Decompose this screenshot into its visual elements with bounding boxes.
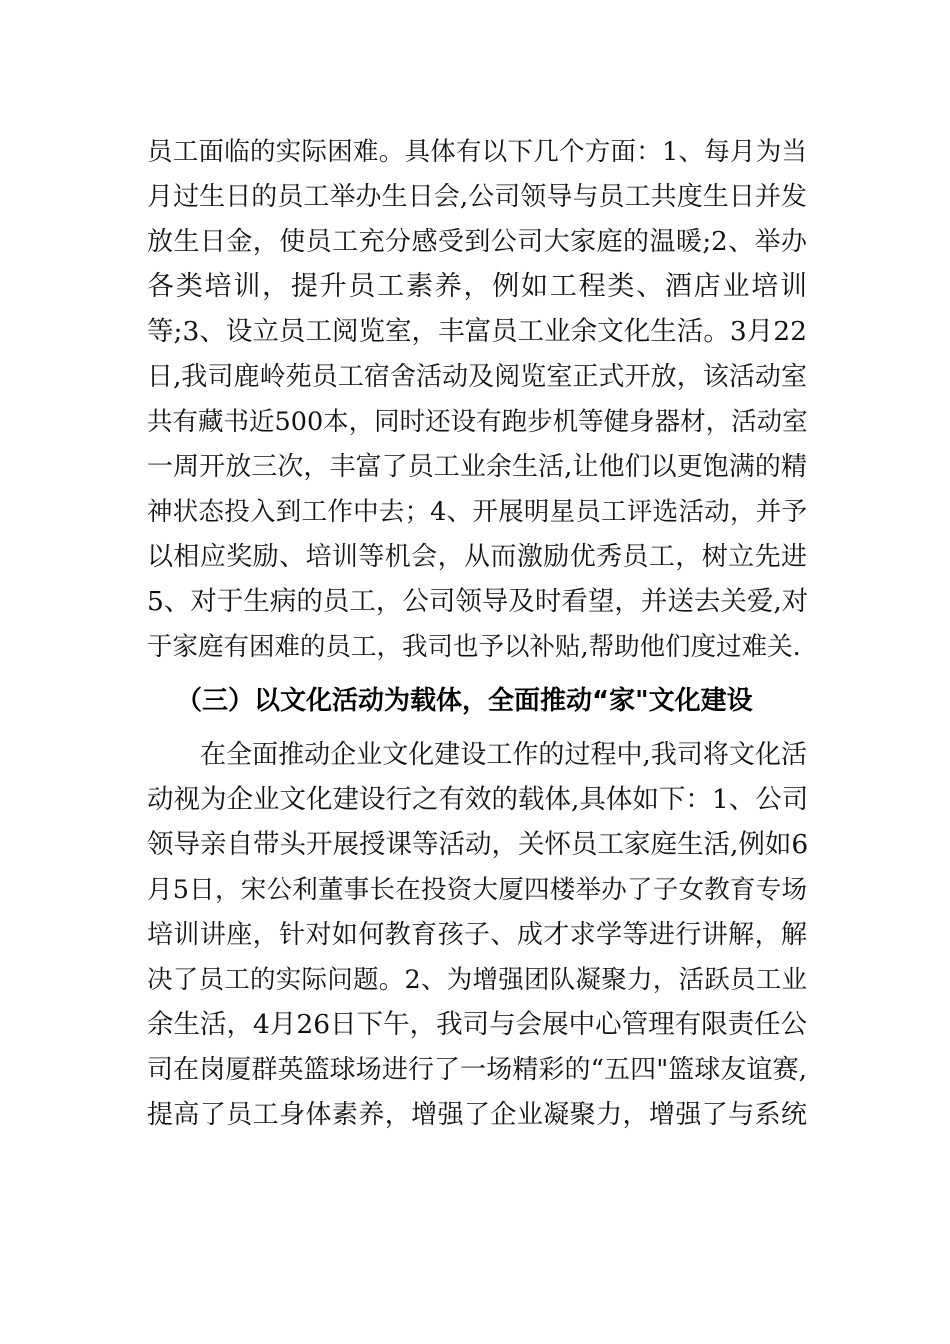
body-text-line: 月5日，宋公利董事长在投资大厦四楼举办了子女教育专场 — [147, 875, 807, 905]
body-text-line: 余生活，4月26日下午，我司与会展中心管理有限责任公 — [147, 1009, 808, 1040]
body-text-line: 以相应奖励、培训等机会，从而激励优秀员工，树立先进 — [147, 542, 807, 572]
body-text-line: 日,我司鹿岭苑员工宿舍活动及阅览室正式开放，该活动室 — [147, 362, 807, 392]
body-text-line: 在全面推动企业文化建设工作的过程中,我司将文化活 — [200, 740, 807, 770]
body-text-line: 各类培训，提升员工素养，例如工程类、酒店业培训 — [147, 271, 807, 302]
body-text-line: 领导亲自带头开展授课等活动，关怀员工家庭生活,例如6 — [147, 829, 809, 860]
body-text-line: 员工面临的实际困难。具体有以下几个方面：1、每月为当 — [147, 137, 807, 167]
section-heading: （三）以文化活动为载体，全面推动“家"文化建设 — [176, 686, 753, 716]
body-text-line: 一周开放三次，丰富了员工业余生活,让他们以更饱满的精 — [147, 452, 807, 482]
body-text-line: 于家庭有困难的员工，我司也予以补贴,帮助他们度过难关. — [147, 632, 801, 662]
body-text-line: 司在岗厦群英篮球场进行了一场精彩的“五四"篮球友谊赛, — [147, 1055, 807, 1085]
body-text-line: 提高了员工身体素养，增强了企业凝聚力，增强了与系统 — [147, 1100, 807, 1130]
body-text-line: 等;3、设立员工阅览室，丰富员工业余文化生活。3月22 — [147, 316, 807, 347]
body-text-line: 神状态投入到工作中去；4、开展明星员工评选活动，并予 — [147, 497, 807, 527]
body-text-line: 共有藏书近500本，同时还设有跑步机等健身器材，活动室 — [147, 407, 808, 437]
body-text-line: 放生日金，使员工充分感受到公司大家庭的温暖;2、举办 — [147, 227, 807, 257]
body-text-line: 决了员工的实际问题。2、为增强团队凝聚力，活跃员工业 — [147, 965, 807, 995]
body-text-line: 月过生日的员工举办生日会,公司领导与员工共度生日并发 — [147, 182, 807, 212]
body-text-line: 动视为企业文化建设行之有效的载体,具体如下：1、公司 — [147, 784, 809, 815]
body-text-line: 培训讲座，针对如何教育孩子、成才求学等进行讲解，解 — [147, 920, 807, 950]
body-text-line: 5、对于生病的员工，公司领导及时看望，并送去关爱,对 — [147, 586, 809, 617]
